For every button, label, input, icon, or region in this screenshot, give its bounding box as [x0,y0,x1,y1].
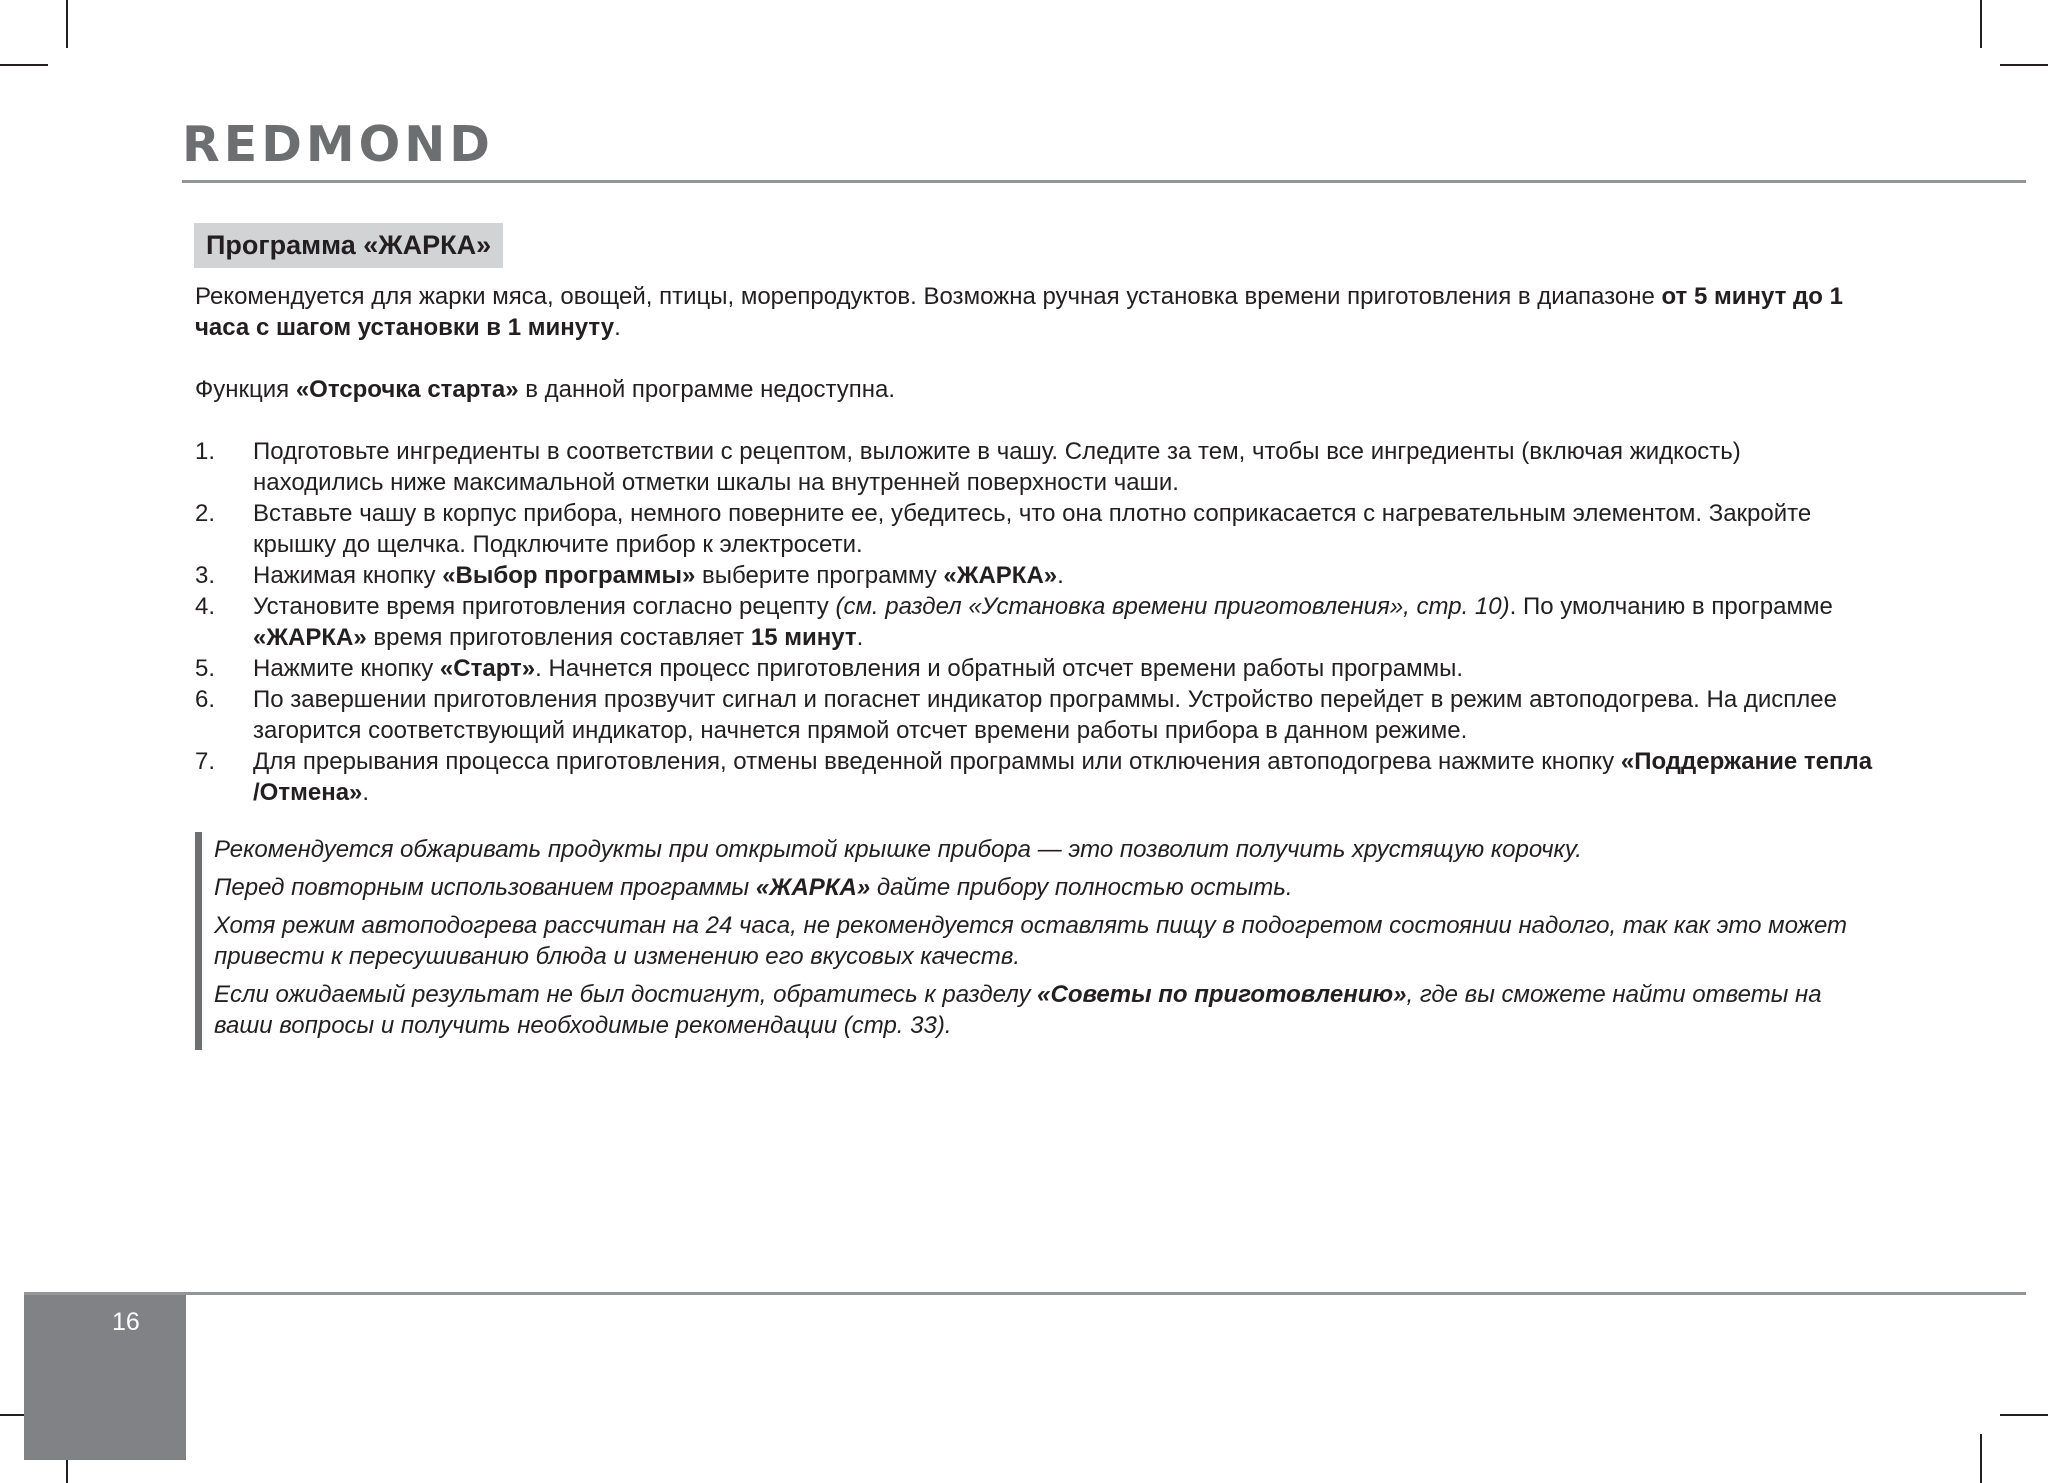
step-text: Установите время приготовления согласно рецепту (см. раздел «Установка времени приготовления», стр. 10). По умолчанию в программе «ЖАРКА» время приготовления составляет 15 минут. [253,593,1833,651]
list-item [195,591,1875,653]
step-text: По завершении приготовления прозвучит сигнал и погаснет индикатор программы. Устройство перейдет в режим автоподогрева. На дисплее загорится соответствующий индикатор, начнется прямой отсчет времени работы прибора в данном режиме. [253,686,1837,744]
page-number: 16 [112,1308,140,1336]
footer-divider [24,1292,2026,1295]
list-item [195,684,1875,746]
tip-item: Рекомендуется обжаривать продукты при открытой крышке прибора — это позволит получить хрустящую корочку. [214,836,1582,863]
page-number-box [24,1295,186,1460]
header-divider [182,180,2026,183]
intro-paragraph: Рекомендуется для жарки мяса, овощей, птицы, морепродуктов. Возможна ручная установка времени приготовления в диапазоне от 5 минут до 1 часа с шагом установки в 1 минуту. [195,283,1843,341]
crop-mark [66,0,68,48]
section-title: Программа «ЖАРКА» [194,223,503,268]
tip-item: Хотя режим автоподогрева рассчитан на 24 часа, не рекомендуется оставлять пищу в подогретом состоянии надолго, так как это может привести к пересушиванию блюда и изменению его вкусовых качеств. [214,912,1848,970]
list-item [195,436,1875,498]
step-number: 1. [195,438,216,465]
step-number: 5. [195,655,216,682]
step-number: 6. [195,686,216,713]
step-text: Для прерывания процесса приготовления, отмены введенной программы или отключения автоподогрева нажмите кнопку «Поддержание тепла /Отмена». [253,748,1873,806]
step-number: 3. [195,562,216,589]
list-item [195,498,1875,560]
crop-mark [1980,1434,1982,1483]
crop-mark [1980,0,1982,48]
crop-mark [2000,1414,2048,1416]
step-number: 7. [195,748,216,775]
list-item [195,653,1875,684]
step-text: Подготовьте ингредиенты в соответствии с рецептом, выложите в чашу. Следите за тем, чтобы все ингредиенты (включая жидкость) находились ниже максимальной отметки шкалы на внутренней поверхности чаши. [253,438,1741,496]
function-note: Функция «Отсрочка старта» в данной программе недоступна. [195,376,896,403]
tips-block [214,834,1874,1048]
step-number: 4. [195,593,216,620]
step-text: Нажмите кнопку «Старт». Начнется процесс приготовления и обратный отсчет времени работы программы. [253,655,1464,682]
step-text: Нажимая кнопку «Выбор программы» выберите программу «ЖАРКА». [253,562,1064,589]
crop-mark [2000,64,2048,66]
instruction-steps [195,436,1875,808]
step-text: Вставьте чашу в корпус прибора, немного поверните ее, убедитесь, что она плотно соприкасается с нагревательным элементом. Закройте крышку до щелчка. Подключите прибор к электросети. [253,500,1812,558]
brand-logo: REDMOND [182,116,494,173]
list-item [195,746,1875,808]
crop-mark [0,64,48,66]
list-item [195,560,1875,591]
tip-item: Если ожидаемый результат не был достигнут, обратитесь к разделу «Советы по приготовлению», где вы сможете найти ответы на ваши вопросы и получить необходимые рекомендации (стр. 33). [214,981,1822,1039]
tip-item: Перед повторным использованием программы «ЖАРКА» дайте прибору полностью остыть. [214,874,1293,901]
step-number: 2. [195,500,216,527]
note-accent-bar [195,832,202,1050]
